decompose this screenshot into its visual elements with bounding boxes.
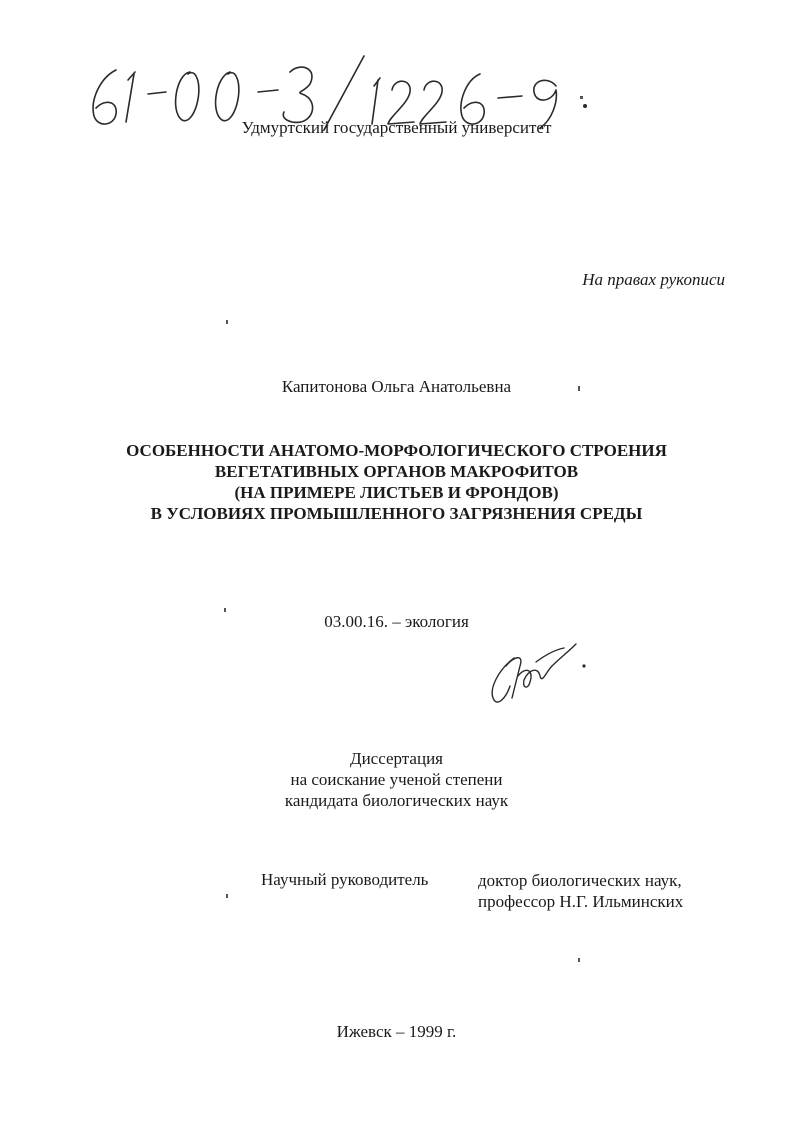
university-name: Удмуртский государственный университет [241,118,552,137]
scan-speck [578,386,580,391]
degree-statement [0,748,793,811]
rights-note: На правах рукописи [582,270,725,289]
supervisor-line: доктор биологических наук, [478,871,682,890]
degree-line: на соискание ученой степени [290,770,503,789]
author-name: Капитонова Ольга Анатольевна [281,377,512,396]
scan-speck [580,96,583,99]
specialty-code: 03.00.16. – экология [324,612,469,631]
scan-speck [578,958,580,962]
supervisor-credentials [478,870,683,912]
title-line: (НА ПРИМЕРЕ ЛИСТЬЕВ И ФРОНДОВ) [234,483,559,502]
title-line: ВЕГЕТАТИВНЫХ ОРГАНОВ МАКРОФИТОВ [214,462,579,481]
city-year: Ижевск – 1999 г. [336,1022,457,1041]
degree-line: кандидата биологических наук [284,791,509,810]
scan-speck [224,608,226,612]
scan-speck [226,320,228,324]
scan-speck [226,894,228,898]
title-line: ОСОБЕННОСТИ АНАТОМО-МОРФОЛОГИЧЕСКОГО СТРОЕНИЯ [126,441,667,460]
title-line: В УСЛОВИЯХ ПРОМЫШЛЕННОГО ЗАГРЯЗНЕНИЯ СРЕДЫ [150,504,643,523]
degree-line: Диссертация [349,749,443,768]
signature [484,636,592,708]
supervisor-label: Научный руководитель [261,870,429,889]
supervisor-line: профессор Н.Г. Ильминских [478,892,684,911]
dissertation-title [60,440,733,524]
